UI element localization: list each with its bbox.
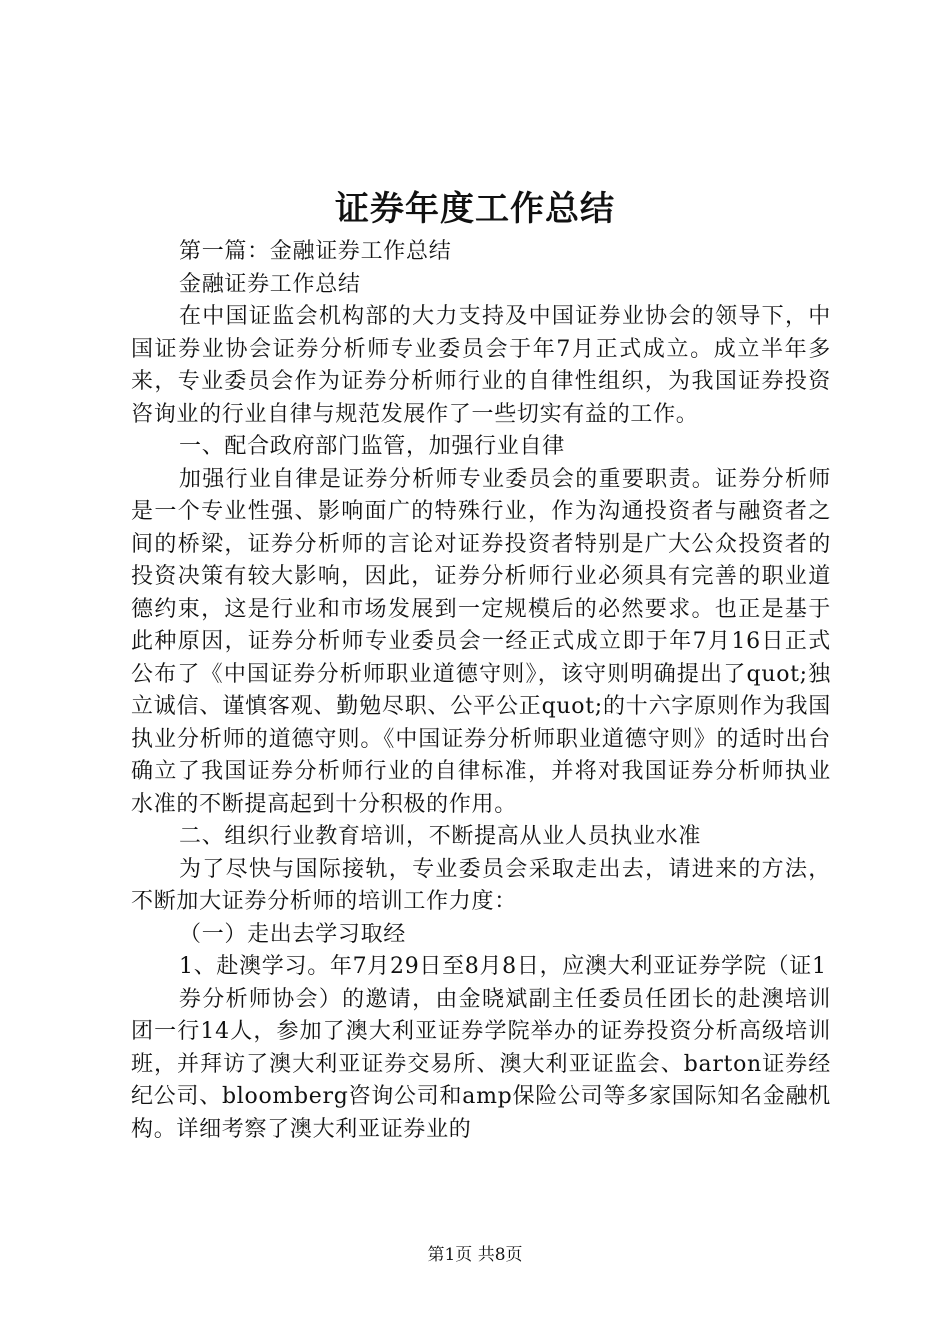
document-body — [131, 236, 831, 1146]
section-1-paragraph: 加强行业自律是证券分析师专业委员会的重要职责。证券分析师是一个专业性强、影响面广的特殊行业，作为沟通投资者与融资者之间的桥梁，证券分析师的言论对证券投资者特别是广大公众投资者的投资决策有较大影响，因此，证券分析师行业必须具有完善的职业道德约束，这是行业和市场发展到一定规模后的必然要求。也正是基于此种原因，证券分析师专业委员会一经正式成立即于年7月16日正式公布了《中国证券分析师职业道德守则》，该守则明确提出了quot;独立诚信、谨慎客观、勤勉尽职、公平公正quot;的十六字原则作为我国执业分析师的道德守则。《中国证券分析师职业道德守则》的适时出台确立了我国证券分析师行业的自律标准，并将对我国证券分析师执业水准的不断提高起到十分积极的作用。 — [131, 466, 831, 817]
chapter-heading: 第一篇：金融证券工作总结 — [179, 239, 452, 264]
section-heading-2: 二、组织行业教育培训，不断提高从业人员执业水准 — [179, 824, 702, 849]
section-subtitle: 金融证券工作总结 — [179, 271, 361, 297]
list-item-1-continued: 券分析师协会）的邀请，由金晓斌副主任委员任团长的赴澳培训团一行14人，参加了澳大利亚证券学院举办的证券投资分析高级培训班，并拜访了澳大利亚证券交易所、澳大利亚证监会、barton证券经纪公司、bloomberg咨询公司和amp保险公司等多家国际知名金融机构。详细考察了澳大利亚证券业的 — [131, 986, 831, 1142]
section-heading-1: 一、配合政府部门监管，加强行业自律 — [179, 434, 565, 459]
intro-paragraph: 在中国证监会机构部的大力支持及中国证券业协会的领导下，中国证券业协会证券分析师专业委员会于年7月正式成立。成立半年多来，专业委员会作为证券分析师行业的自律性组织，为我国证券投资咨询业的行业自律与规范发展作了一些切实有益的工作。 — [131, 304, 831, 427]
list-item-1: 1、赴澳学习。年7月29日至8月8日，应澳大利亚证券学院（证1 — [179, 954, 827, 979]
page-footer: 第1页 共8页 — [427, 1245, 523, 1265]
subsection-heading: （一）走出去学习取经 — [179, 921, 407, 947]
section-2-paragraph: 为了尽快与国际接轨，专业委员会采取走出去，请进来的方法，不断加大证券分析师的培训工作力度： — [131, 856, 831, 914]
document-title: 证券年度工作总结 — [335, 189, 615, 229]
